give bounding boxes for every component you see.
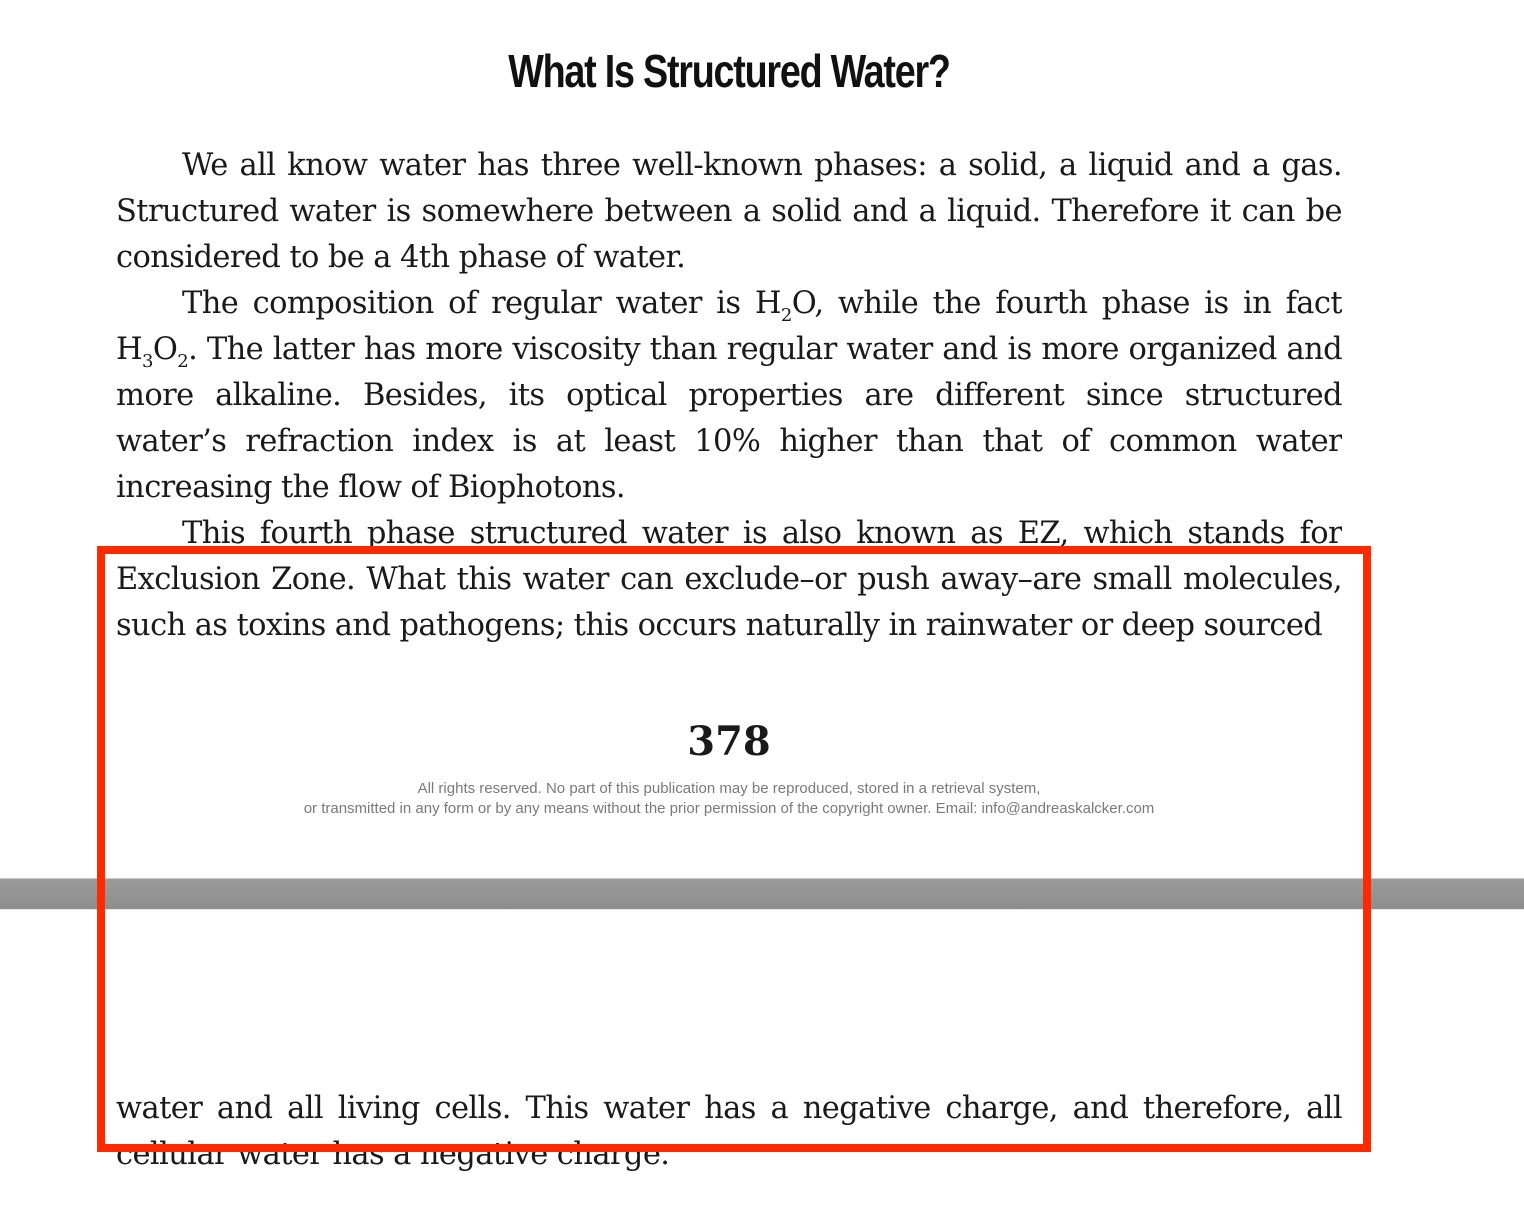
- text-run: O, while the fourth phase is in fact H: [116, 286, 1342, 367]
- text-run: O: [152, 332, 178, 367]
- paragraph-continued: water and all living cells. This water has a negative charge, and therefore, all cellular water has a negative charge.: [116, 1091, 1342, 1172]
- paragraph-exclusion-zone: This fourth phase structured water is also known as EZ, which stands for Exclusion Zone. What this water can exclude–or push away–are small molecules, such as toxins and pathogens; this occurs naturally in rainwater or deep sourced: [116, 516, 1342, 643]
- subscript: 2: [177, 351, 189, 372]
- text-run: The composition of regular water is H: [182, 286, 781, 321]
- body-text: [116, 143, 1342, 643]
- separator-bar: [0, 878, 1524, 911]
- text-run: . The latter has more viscosity than regular water and is more organized and more alkaline. Besides, its optical properties are different since structured water’s refraction index is at least 10% higher than that of common water increasing the flow of Biophotons.: [116, 332, 1342, 505]
- page-title: What Is Structured Water?: [508, 45, 950, 97]
- copyright-line: or transmitted in any form or by any means without the prior permission of the copyright owner. Email: info@andreaskalcker.com: [303, 800, 1155, 817]
- page-break-separator: [0, 876, 1524, 910]
- copyright-notice: [0, 779, 1458, 819]
- paragraph-composition: [116, 281, 1342, 511]
- subscript: 2: [780, 305, 792, 326]
- paragraph-phases: We all know water has three well-known phases: a solid, a liquid and a gas. Structured water is somewhere between a solid and a liquid. Therefore it can be considered to be a 4th phase of water.: [116, 148, 1342, 275]
- copyright-line: All rights reserved. No part of this publication may be reproduced, stored in a retrieval system,: [417, 780, 1041, 797]
- body-text-continued: [116, 1086, 1342, 1178]
- page-number: 378: [687, 718, 771, 765]
- subscript: 3: [142, 351, 153, 372]
